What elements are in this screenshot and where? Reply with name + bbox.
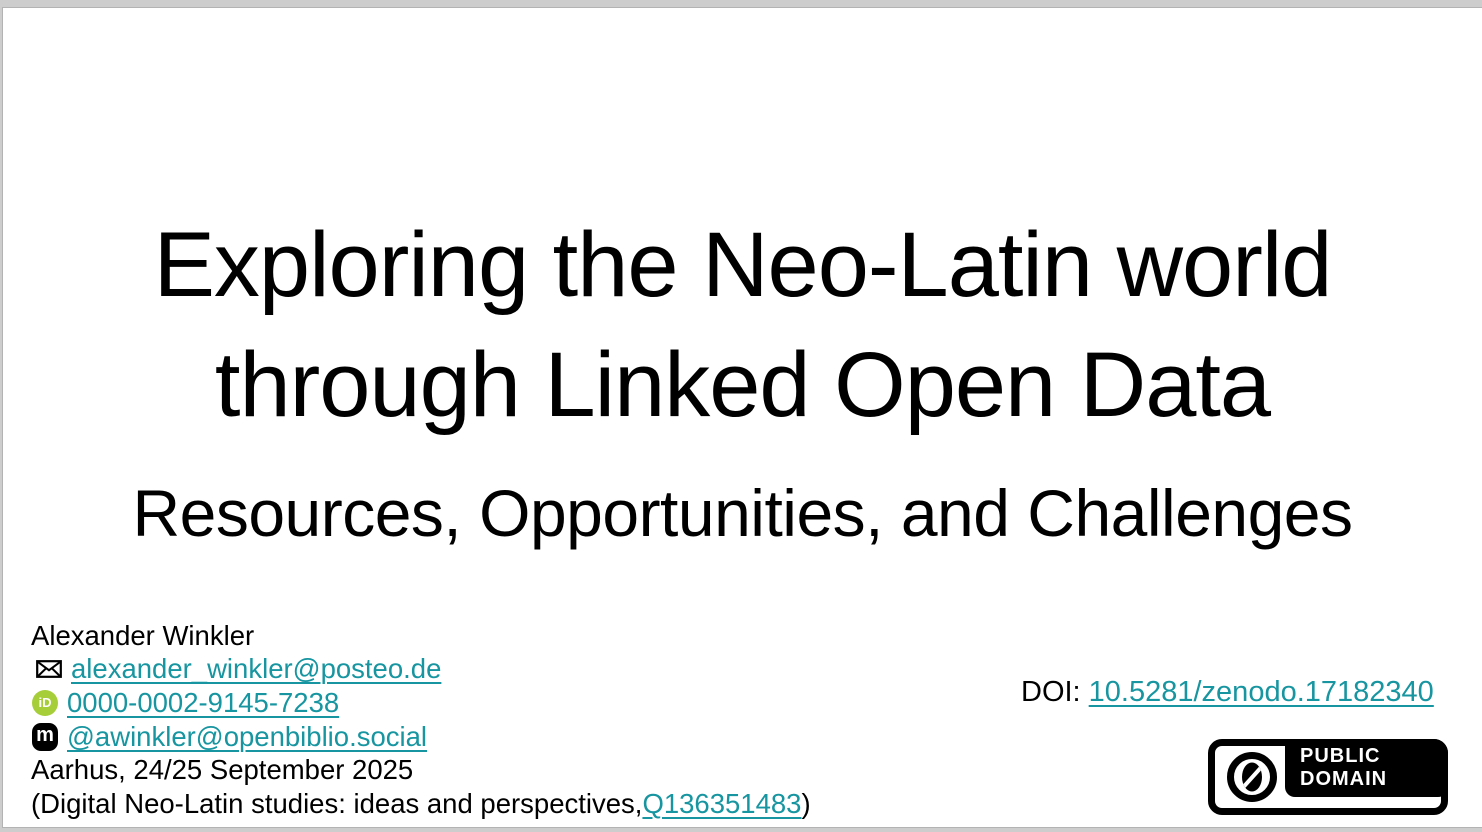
slide-title — [3, 205, 1482, 445]
email-link[interactable]: alexander_winkler@posteo.de — [71, 653, 442, 685]
venue-row — [31, 753, 811, 787]
public-domain-badge[interactable] — [1208, 739, 1448, 815]
orcid-id-icon — [31, 690, 59, 716]
cc0-public-domain-icon — [1227, 752, 1277, 802]
author-name-row — [31, 619, 811, 653]
orcid-row — [31, 686, 811, 720]
mastodon-icon-letter: m — [36, 724, 54, 747]
doi-line — [1021, 676, 1434, 709]
slide — [2, 7, 1482, 828]
public-domain-label — [1285, 739, 1448, 797]
doi-link[interactable]: 10.5281/zenodo.17182340 — [1088, 676, 1434, 708]
wikidata-qid-link[interactable]: Q136351483 — [642, 787, 802, 819]
slide-subtitle: Resources, Opportunities, and Challenges — [132, 476, 1353, 550]
mastodon-row — [31, 720, 811, 754]
event-text-suffix: ) — [801, 787, 811, 819]
orcid-icon-letters: iD — [38, 695, 52, 711]
public-domain-label-line2: DOMAIN — [1300, 768, 1388, 790]
contact-block — [31, 619, 811, 821]
event-row — [31, 787, 811, 821]
author-name: Alexander Winkler — [31, 619, 255, 651]
title-line-2: through Linked Open Data — [214, 334, 1271, 436]
email-row — [31, 653, 811, 687]
mastodon-link[interactable]: @awinkler@openbiblio.social — [67, 720, 428, 752]
mastodon-icon — [31, 723, 59, 751]
cc0-zero-glyph — [1242, 763, 1262, 792]
doi-label: DOI: — [1021, 676, 1089, 708]
public-domain-label-line1: PUBLIC — [1300, 745, 1381, 767]
orcid-link[interactable]: 0000-0002-9145-7238 — [67, 686, 340, 718]
venue-text: Aarhus, 24/25 September 2025 — [31, 754, 414, 786]
title-line-1: Exploring the Neo-Latin world — [153, 214, 1332, 316]
envelope-icon — [31, 660, 63, 678]
event-text-prefix: (Digital Neo-Latin studies: ideas and perspectives, — [31, 787, 643, 819]
